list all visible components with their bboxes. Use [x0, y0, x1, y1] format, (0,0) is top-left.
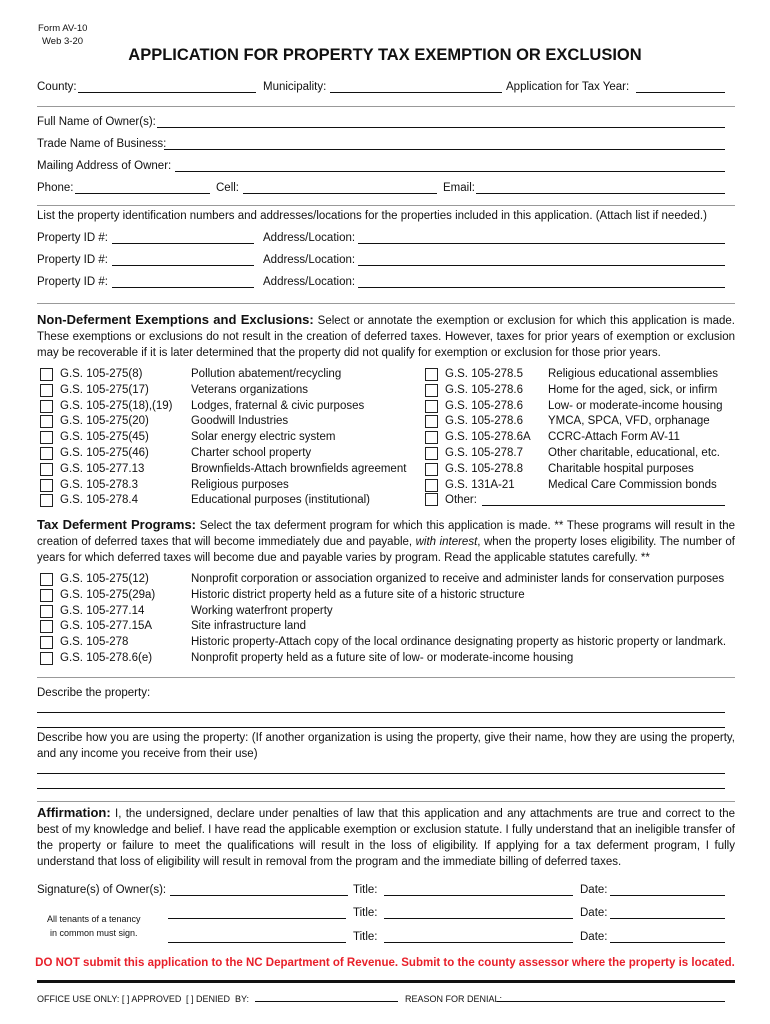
- exemption-description: Low- or moderate-income housing: [548, 399, 723, 412]
- email-field[interactable]: [476, 193, 725, 194]
- other-field[interactable]: [482, 505, 725, 506]
- deferment-description: Working waterfront property: [191, 604, 333, 617]
- page-title: APPLICATION FOR PROPERTY TAX EXEMPTION OR EXCLUSION: [128, 46, 642, 64]
- address-field[interactable]: [358, 243, 725, 244]
- owner-label: Full Name of Owner(s):: [37, 116, 156, 128]
- statute-code: G.S. 105-278.5: [445, 368, 523, 380]
- describe-property-label: Describe the property:: [37, 687, 151, 699]
- statute-code: G.S. 105-278.4: [60, 494, 138, 507]
- statute-code: G.S. 105-275(17): [60, 383, 149, 396]
- divider: [37, 677, 735, 678]
- mailing-field[interactable]: [175, 171, 725, 172]
- signature-label: Signature(s) of Owner(s):: [37, 884, 167, 896]
- exemption-description: Charitable hospital purposes: [548, 462, 694, 475]
- exemption-checkbox[interactable]: [425, 463, 438, 476]
- phone-field[interactable]: [75, 193, 210, 194]
- deferment-heading: Tax Deferment Programs:: [37, 517, 197, 532]
- deferment-description: Nonprofit corporation or association organized to receive and administer lands for conservation purposes: [191, 573, 725, 585]
- affirmation-section: [37, 805, 735, 870]
- title-label: Title:: [353, 931, 378, 943]
- divider: [37, 303, 735, 304]
- title-field[interactable]: [384, 942, 573, 943]
- exemption-description: Goodwill Industries: [191, 415, 289, 428]
- phone-label: Phone:: [37, 182, 74, 194]
- tenants-note: All tenants of a tenancy: [47, 914, 141, 924]
- describe-use-line-1[interactable]: [37, 773, 725, 774]
- exemption-checkbox[interactable]: [40, 368, 53, 381]
- form-version: Web 3-20: [42, 36, 84, 47]
- other-label: Other:: [445, 494, 477, 506]
- statute-code: G.S. 105-275(29a): [60, 588, 156, 601]
- statute-code: G.S. 105-278.8: [445, 462, 523, 475]
- exemption-description: Religious purposes: [191, 478, 289, 491]
- address-field[interactable]: [358, 265, 725, 266]
- non-deferment-heading: Non-Deferment Exemptions and Exclusions:: [37, 312, 314, 327]
- statute-code: G.S. 105-277.15A: [60, 620, 153, 633]
- deferment-checkbox[interactable]: [40, 636, 53, 649]
- exemption-description: Brownfields-Attach brownfields agreement: [191, 462, 407, 475]
- property-id-label: Property ID #:: [37, 276, 108, 288]
- affirmation-text: I, the undersigned, declare under penalties of law that this application and any attachments are true and correct to the best of my knowledge and belief. I have read the applicable exemption or exclusion statute. I fully understand that an ineligible transfer of the property or failure to meet the qualifications will result in the loss of eligibility. If applying for a tax deferment program, I fully understand that loss of eligibility will result in removal from the program and the immediate billing of deferred taxes.: [37, 808, 735, 868]
- exemption-checkbox[interactable]: [425, 447, 438, 460]
- tax-year-label: Application for Tax Year:: [506, 81, 630, 93]
- statute-code: G.S. 105-278.6A: [445, 431, 531, 444]
- title-field[interactable]: [384, 895, 573, 896]
- signature-field[interactable]: [170, 895, 348, 896]
- exemption-checkbox[interactable]: [425, 368, 438, 381]
- trade-label: Trade Name of Business:: [37, 138, 167, 150]
- statute-code: G.S. 105-277.13: [60, 462, 145, 475]
- exemption-description: Other charitable, educational, etc.: [548, 447, 720, 459]
- cell-label: Cell:: [216, 182, 240, 194]
- county-field[interactable]: [78, 92, 256, 93]
- exemption-description: Lodges, fraternal & civic purposes: [191, 399, 365, 412]
- date-label: Date:: [580, 907, 608, 919]
- exemption-description: Home for the aged, sick, or infirm: [548, 383, 718, 396]
- tax-year-field[interactable]: [636, 92, 725, 93]
- thick-divider: [37, 980, 735, 983]
- signature-field[interactable]: [168, 918, 346, 919]
- exemption-checkbox[interactable]: [40, 479, 53, 492]
- exemption-checkbox[interactable]: [40, 494, 53, 507]
- exemption-description: CCRC-Attach Form AV-11: [548, 431, 680, 444]
- deferment-description: Site infrastructure land: [191, 620, 307, 633]
- statute-code: G.S. 105-278.6: [445, 399, 523, 412]
- owner-field[interactable]: [157, 127, 725, 128]
- statute-code: G.S. 105-275(20): [60, 415, 149, 428]
- describe-property-line-2[interactable]: [37, 727, 725, 728]
- statute-code: G.S. 105-278: [60, 636, 129, 649]
- title-label: Title:: [353, 884, 378, 896]
- statute-code: G.S. 105-278.6: [445, 383, 523, 396]
- date-field[interactable]: [610, 918, 725, 919]
- cell-field[interactable]: [243, 193, 437, 194]
- other-checkbox[interactable]: [425, 493, 438, 506]
- non-deferment-section: [37, 312, 735, 361]
- exemption-description: Pollution abatement/recycling: [191, 368, 342, 380]
- exemption-checkbox[interactable]: [40, 463, 53, 476]
- address-label: Address/Location:: [263, 276, 356, 288]
- divider: [37, 106, 735, 107]
- statute-code: G.S. 105-275(8): [60, 368, 143, 380]
- deferment-description: Historic district property held as a future site of a historic structure: [191, 588, 525, 601]
- office-use-reason: REASON FOR DENIAL:: [405, 994, 503, 1004]
- date-field[interactable]: [610, 895, 725, 896]
- email-label: Email:: [443, 182, 475, 194]
- exemption-checkbox[interactable]: [425, 400, 438, 413]
- signature-field[interactable]: [168, 942, 346, 943]
- deferment-description: Historic property-Attach copy of the local ordinance designating property as historic property or landmark.: [191, 636, 727, 649]
- exemption-description: Veterans organizations: [191, 383, 308, 396]
- exemption-description: YMCA, SPCA, VFD, orphanage: [548, 415, 710, 428]
- statute-code: G.S. 105-278.6: [445, 415, 523, 428]
- municipality-label: Municipality:: [263, 81, 327, 93]
- date-field[interactable]: [610, 942, 725, 943]
- statute-code: G.S. 105-275(18),(19): [60, 399, 173, 412]
- address-field[interactable]: [358, 287, 725, 288]
- divider: [37, 801, 735, 802]
- non-deferment-text: Select or annotate the exemption or exclusion for which this application is made. These exemptions or exclusions do not result in the creation of deferred taxes. However, taxes for prior years of exemption or exclusion may be recoverable if it is later determined that the property did not qualify for exemption or exclusion for those prior years.: [37, 315, 735, 359]
- property-id-label: Property ID #:: [37, 254, 108, 266]
- deferment-text: Select the tax deferment program for which this application is made. ** These programs will result in the creation of deferred taxes that will become immediately due and payable,: [37, 520, 735, 548]
- deferment-checkbox[interactable]: [40, 589, 53, 602]
- address-label: Address/Location:: [263, 254, 356, 266]
- municipality-field[interactable]: [330, 92, 502, 93]
- exemption-checkbox[interactable]: [40, 415, 53, 428]
- office-by-field[interactable]: [255, 1001, 398, 1002]
- county-label: County:: [37, 81, 77, 93]
- describe-use-line-2[interactable]: [37, 788, 725, 789]
- exemption-description: Charter school property: [191, 447, 312, 459]
- statute-code: G.S. 105-278.7: [445, 447, 523, 459]
- exemption-checkbox[interactable]: [40, 384, 53, 397]
- mailing-label: Mailing Address of Owner:: [37, 160, 172, 172]
- deferment-checkbox[interactable]: [40, 605, 53, 618]
- exemption-checkbox[interactable]: [40, 400, 53, 413]
- property-id-label: Property ID #:: [37, 232, 108, 244]
- exemption-checkbox[interactable]: [425, 384, 438, 397]
- property-id-field[interactable]: [112, 265, 254, 266]
- property-instructions: List the property identification numbers and addresses/locations for the properties included in this application. (Attach list if needed.): [37, 210, 707, 222]
- exemption-checkbox[interactable]: [425, 479, 438, 492]
- exemption-checkbox[interactable]: [425, 431, 438, 444]
- date-label: Date:: [580, 884, 608, 896]
- exemption-description: Medical Care Commission bonds: [548, 478, 717, 491]
- exemption-checkbox[interactable]: [40, 431, 53, 444]
- office-use-denied: [ ] DENIED: [186, 994, 231, 1004]
- statute-code: G.S. 105-275(12): [60, 573, 149, 585]
- deferment-text-2: , when the property loses eligibility. The number of years for which deferred taxes will become due and payable varies by program. Read the applicable statutes carefully. **: [37, 536, 735, 564]
- deferment-checkbox[interactable]: [40, 620, 53, 633]
- property-id-field[interactable]: [112, 243, 254, 244]
- statute-code: G.S. 105-275(45): [60, 431, 149, 444]
- tenants-note: in common must sign.: [50, 928, 138, 938]
- statute-code: G.S. 131A-21: [445, 478, 515, 491]
- deferment-italic: with interest: [415, 536, 478, 548]
- affirmation-heading: Affirmation:: [37, 805, 111, 820]
- form-id: Form AV-10: [38, 23, 88, 34]
- date-label: Date:: [580, 931, 608, 943]
- deferment-checkbox[interactable]: [40, 652, 53, 665]
- deferment-description: Nonprofit property held as a future site of low- or moderate-income housing: [191, 652, 574, 664]
- trade-field[interactable]: [164, 149, 725, 150]
- office-use-by: BY:: [235, 994, 250, 1004]
- warning-text: DO NOT submit this application to the NC Department of Revenue. Submit to the county assessor where the property is located.: [35, 957, 735, 969]
- statute-code: G.S. 105-278.3: [60, 478, 138, 491]
- title-field[interactable]: [384, 918, 573, 919]
- address-label: Address/Location:: [263, 232, 356, 244]
- property-id-field[interactable]: [112, 287, 254, 288]
- exemption-checkbox[interactable]: [425, 415, 438, 428]
- title-label: Title:: [353, 907, 378, 919]
- statute-code: G.S. 105-277.14: [60, 604, 145, 617]
- exemption-description: Educational purposes (institutional): [191, 494, 370, 507]
- describe-use-label: Describe how you are using the property: (If another organization is using the property, give their name, how they are using the property, and any income you receive from their use): [37, 732, 735, 760]
- statute-code: G.S. 105-278.6(e): [60, 652, 153, 664]
- exemption-description: Religious educational assemblies: [548, 368, 719, 380]
- statute-code: G.S. 105-275(46): [60, 447, 149, 459]
- deferment-checkbox[interactable]: [40, 573, 53, 586]
- exemption-checkbox[interactable]: [40, 447, 53, 460]
- office-use-approved: OFFICE USE ONLY: [ ] APPROVED: [37, 994, 182, 1004]
- divider: [37, 205, 735, 206]
- exemption-description: Solar energy electric system: [191, 431, 336, 444]
- office-reason-field[interactable]: [497, 1001, 725, 1002]
- deferment-section: [37, 517, 735, 566]
- describe-property-line-1[interactable]: [37, 712, 725, 713]
